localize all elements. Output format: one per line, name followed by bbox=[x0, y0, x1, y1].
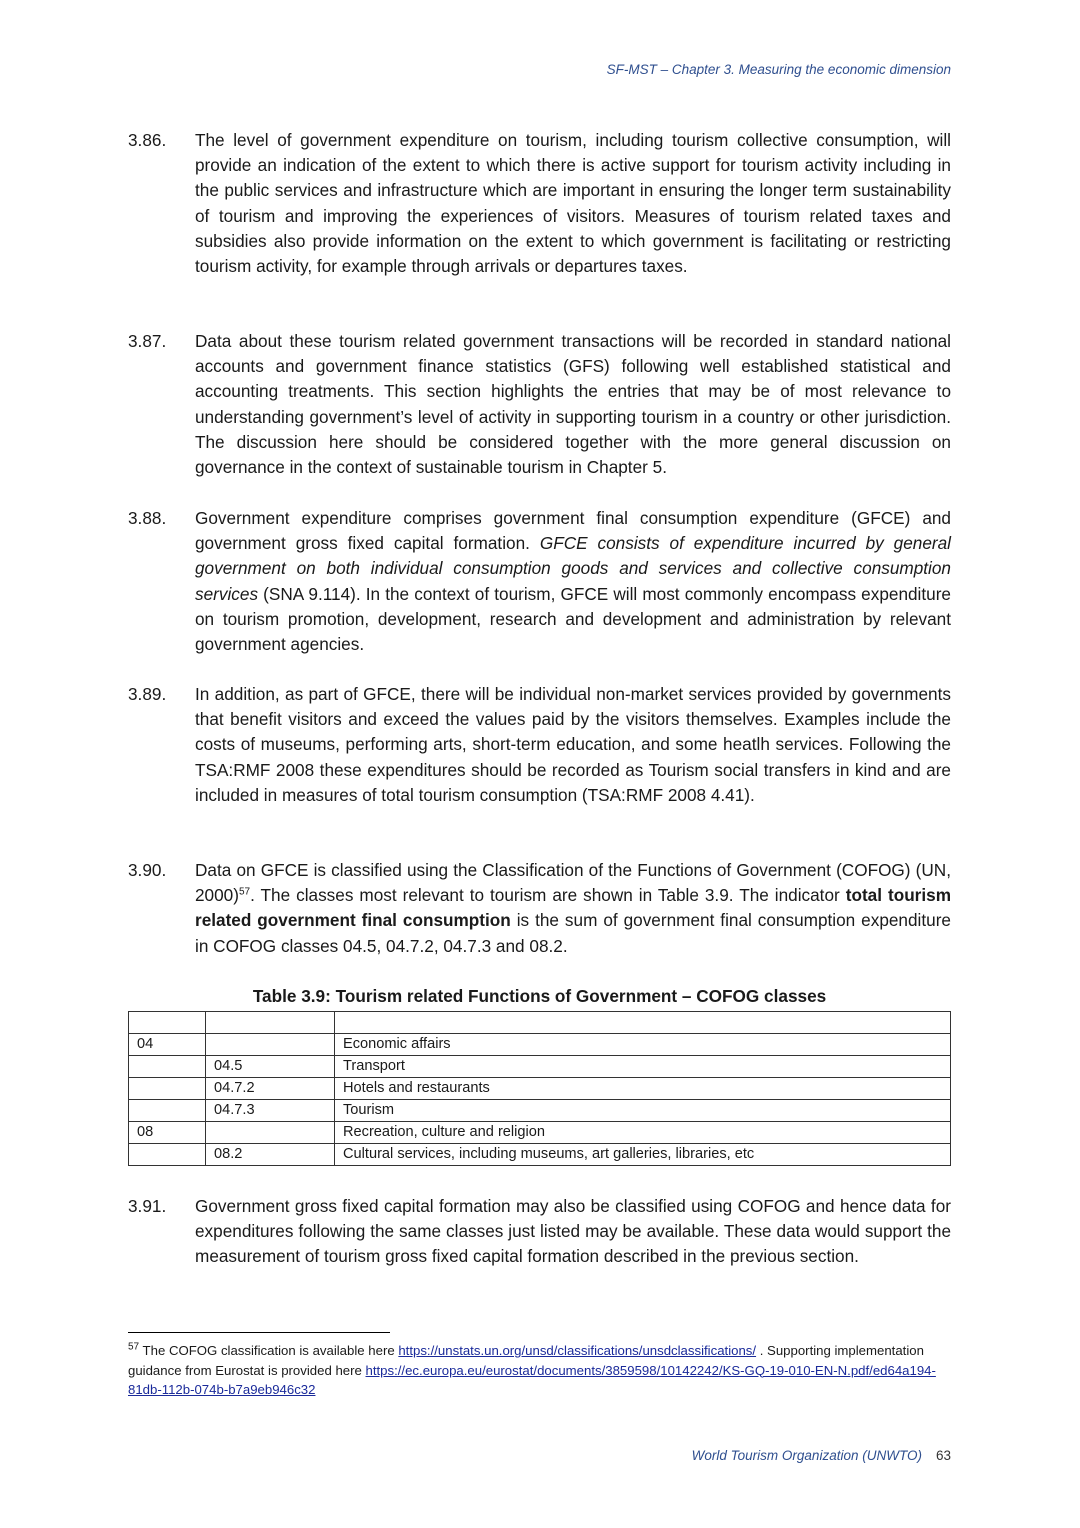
footnote-reference: 57 bbox=[238, 886, 251, 898]
cofog-description-cell: Economic affairs bbox=[335, 1034, 951, 1056]
paragraph-number: 3.86. bbox=[128, 130, 167, 150]
cofog-description-cell: Cultural services, including museums, art galleries, libraries, etc bbox=[335, 1144, 951, 1166]
text-segment: . The classes most relevant to tourism are shown in Table 3.9. The indicator bbox=[250, 885, 846, 906]
cofog-division-cell bbox=[129, 1100, 206, 1122]
paragraph-number: 3.90. bbox=[128, 860, 167, 880]
text-segment: GFCE consists of expenditure incurred by general government on both individual consumption goods and services and collective consumption services bbox=[195, 533, 951, 604]
table-row bbox=[129, 1056, 951, 1078]
text-segment: Data about these tourism related government transactions will be recorded in standard national accounts and government finance statistics (GFS) following well established statistical and accounting treatments. This section highlights the entries that may be of most relevance to understanding government’s level of activity in supporting tourism in a country or other jurisdiction. The discussion here should be considered together with the more general discussion on governance in the context of sustainable tourism in Chapter 5. bbox=[195, 331, 951, 478]
paragraph-3-87 bbox=[128, 329, 951, 480]
footnote-divider bbox=[128, 1332, 390, 1333]
text-segment: In addition, as part of GFCE, there will be individual non-market services provided by governments that benefit visitors and exceed the values paid by the visitors themselves. Examples include the costs of museums, performing arts, short-term education, and some heatlh services. Following the TSA:RMF 2008 these expenditures should be recorded as Tourism social transfers in kind and are included in measures of total tourism consumption (TSA:RMF 2008 4.41). bbox=[195, 684, 951, 805]
cofog-class-cell bbox=[206, 1034, 335, 1056]
cofog-division-cell: 08 bbox=[129, 1122, 206, 1144]
paragraph-text bbox=[195, 329, 951, 480]
paragraph-number: 3.89. bbox=[128, 684, 167, 704]
cofog-classification-link[interactable]: https://unstats.un.org/unsd/classifications/unsdclassifications/ bbox=[398, 1343, 757, 1358]
paragraph-number: 3.88. bbox=[128, 508, 167, 528]
text-segment: Data on GFCE is classified using the Classification of the Functions of Government (COFOG) (UN, 2000) bbox=[195, 860, 951, 906]
table-header-cell bbox=[335, 1012, 951, 1034]
cofog-division-cell bbox=[129, 1144, 206, 1166]
text-segment: (SNA 9.114). In the context of tourism, GFCE will most commonly encompass expenditure on tourism promotion, development, research and development and administration by relevant government agencies. bbox=[195, 583, 951, 655]
paragraph-number: 3.91. bbox=[128, 1196, 167, 1216]
footnote-marker: 57 bbox=[128, 1341, 140, 1353]
cofog-class-cell: 04.7.2 bbox=[206, 1078, 335, 1100]
cofog-division-cell bbox=[129, 1078, 206, 1100]
cofog-class-cell: 04.5 bbox=[206, 1056, 335, 1078]
table-header-cell bbox=[206, 1012, 335, 1034]
cofog-description-cell: Recreation, culture and religion bbox=[335, 1122, 951, 1144]
text-segment: total tourism related government final consumption bbox=[195, 885, 951, 931]
paragraph-3-91 bbox=[128, 1194, 951, 1270]
text-segment: The level of government expenditure on tourism, including tourism collective consumption, will provide an indication of the extent to which there is active support for tourism activity including in the public services and infrastructure which are important in ensuring the longer term sustainability of tourism and improving the experiences of visitors. Measures of tourism related taxes and subsidies also provide information on the extent to which government is facilitating or restricting tourism activity, for example through arrivals or departures taxes. bbox=[195, 130, 951, 277]
cofog-description-cell: Transport bbox=[335, 1056, 951, 1078]
paragraph-3-86 bbox=[128, 128, 951, 279]
table-header-cell bbox=[129, 1012, 206, 1034]
table-title: Table 3.9: Tourism related Functions of Government – COFOG classes bbox=[252, 986, 827, 1006]
paragraph-text bbox=[195, 506, 951, 657]
paragraph-3-90 bbox=[128, 858, 951, 959]
cofog-class-cell bbox=[206, 1122, 335, 1144]
paragraph-3-89 bbox=[128, 682, 951, 808]
paragraph-3-88 bbox=[128, 506, 951, 657]
cofog-description-cell: Tourism bbox=[335, 1100, 951, 1122]
text-segment: is the sum of government final consumption expenditure in COFOG classes 04.5, 04.7.2, 04.7.3 and 08.2. bbox=[195, 910, 951, 956]
paragraph-text bbox=[195, 1194, 951, 1270]
table-row bbox=[129, 1078, 951, 1100]
eurostat-guidance-link[interactable]: https://ec.europa.eu/eurostat/documents/3859598/10142242/KS-GQ-19-010-EN-N.pdf/ed64a194-81db-112b-074b-b7a9eb946c32 bbox=[128, 1362, 936, 1397]
cofog-table bbox=[128, 1011, 951, 1166]
footnote-57 bbox=[128, 1341, 958, 1400]
footer-organization: World Tourism Organization (UNWTO) bbox=[691, 1448, 922, 1463]
table-row bbox=[129, 1100, 951, 1122]
paragraph-text bbox=[195, 682, 951, 808]
footnote-text: . Supporting implementation guidance from Eurostat is provided here bbox=[128, 1343, 924, 1378]
cofog-division-cell: 04 bbox=[129, 1034, 206, 1056]
cofog-class-cell: 08.2 bbox=[206, 1144, 335, 1166]
table-row bbox=[129, 1034, 951, 1056]
cofog-class-cell: 04.7.3 bbox=[206, 1100, 335, 1122]
table-row bbox=[129, 1122, 951, 1144]
cofog-description-cell: Hotels and restaurants bbox=[335, 1078, 951, 1100]
cofog-division-cell bbox=[129, 1056, 206, 1078]
page-number: 63 bbox=[935, 1448, 951, 1463]
page-footer bbox=[692, 1448, 951, 1463]
paragraph-text bbox=[195, 128, 951, 279]
paragraph-text bbox=[195, 858, 951, 959]
table-row bbox=[129, 1144, 951, 1166]
table-header-row bbox=[129, 1012, 951, 1034]
footnote-text: The COFOG classification is available here bbox=[139, 1343, 399, 1358]
paragraph-number: 3.87. bbox=[128, 331, 167, 351]
running-header: SF-MST – Chapter 3. Measuring the economic dimension bbox=[606, 62, 951, 77]
text-segment: Government expenditure comprises government final consumption expenditure (GFCE) and government gross fixed capital formation. bbox=[195, 508, 951, 554]
text-segment: Government gross fixed capital formation may also be classified using COFOG and hence data for expenditures following the same classes just listed may be available. These data would support the measurement of tourism gross fixed capital formation described in the previous section. bbox=[195, 1196, 951, 1267]
